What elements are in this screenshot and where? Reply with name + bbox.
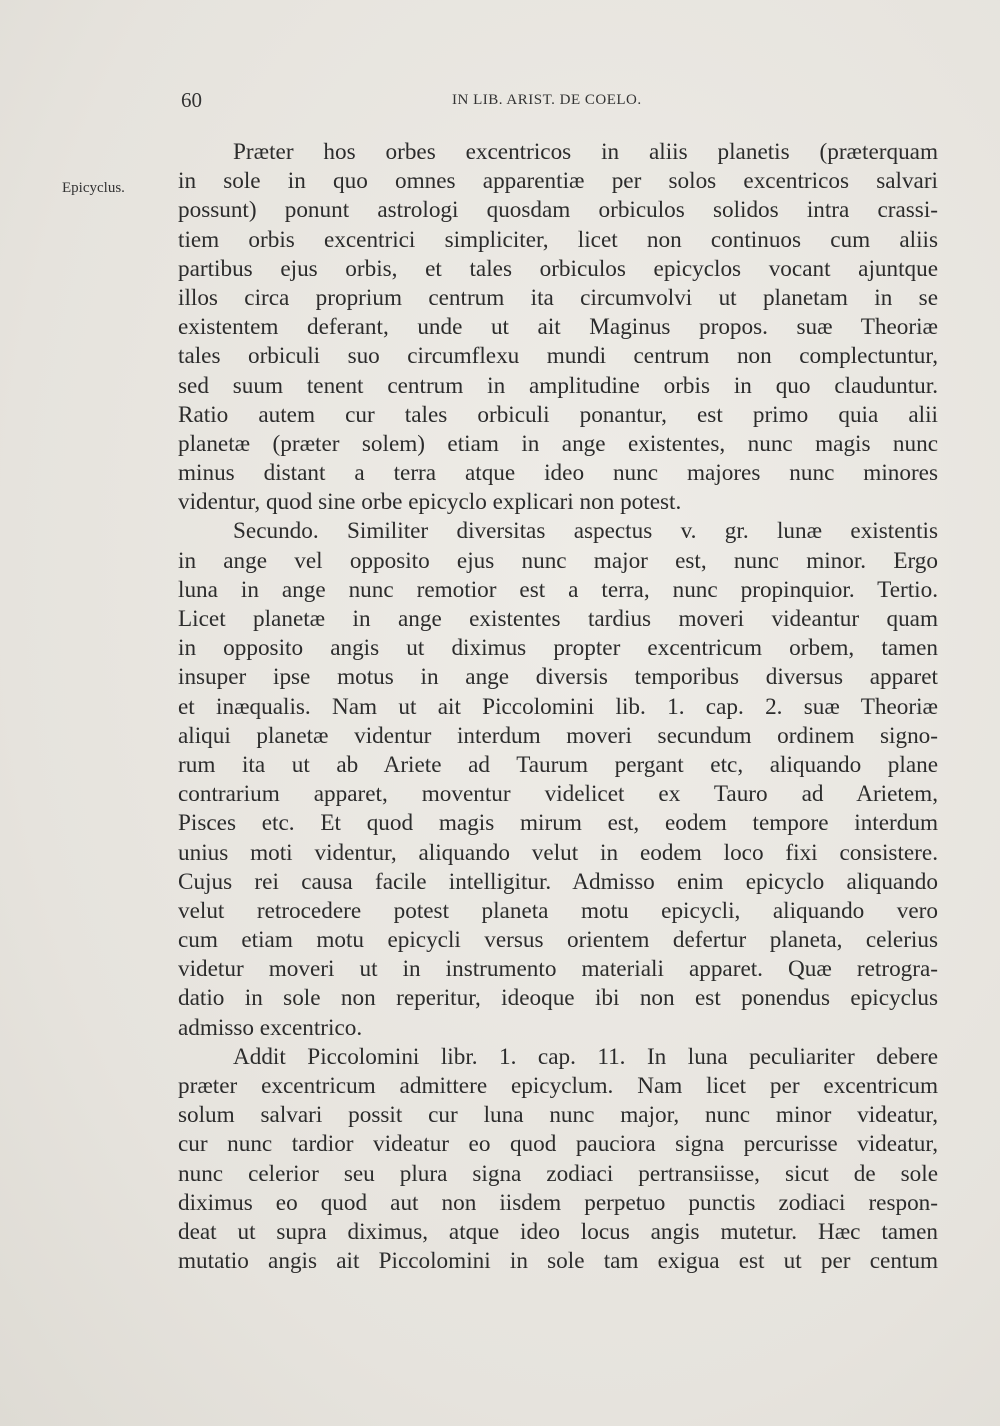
text-line: aliqui planetæ videntur interdum moveri secundum ordinem signo- bbox=[178, 722, 938, 749]
text-line: præter excentricum admittere epicyclum. Nam licet per excentricum bbox=[178, 1073, 938, 1099]
body-text bbox=[178, 138, 938, 1276]
text-line: admisso excentrico. bbox=[178, 1014, 363, 1041]
text-line: luna in ange nunc remotior est a terra, nunc propinquior. Tertio. bbox=[178, 576, 938, 603]
text-line: in ange vel opposito ejus nunc major est, nunc minor. Ergo bbox=[178, 547, 938, 574]
text-line: in sole in quo omnes apparentiæ per solos excentricos salvari bbox=[178, 168, 938, 195]
text-line: nunc celerior seu plura signa zodiaci pertransiisse, sicut de sole bbox=[178, 1160, 938, 1187]
text-line: insuper ipse motus in ange diversis temporibus diversus apparet bbox=[178, 664, 938, 691]
text-line: sed suum tenent centrum in amplitudine orbis in quo clauduntur. bbox=[178, 372, 938, 399]
text-line: Ratio autem cur tales orbiculi ponantur, est primo quia alii bbox=[178, 401, 938, 428]
text-line: datio in sole non reperitur, ideoque ibi non est ponendus epicyclus bbox=[178, 985, 938, 1012]
text-line: illos circa proprium centrum ita circumvolvi ut planetam in se bbox=[178, 284, 938, 311]
text-line: rum ita ut ab Ariete ad Taurum pergant etc, aliquando plane bbox=[178, 751, 938, 778]
text-line: deat ut supra diximus, atque ideo locus angis mutetur. Hæc tamen bbox=[178, 1218, 938, 1245]
text-line: tiem orbis excentrici simpliciter, licet non continuos cum aliis bbox=[178, 226, 938, 253]
text-line: cur nunc tardior videatur eo quod pauciora signa percurisse videatur, bbox=[178, 1131, 938, 1158]
text-line: Secundo. Similiter diversitas aspectus v. gr. lunæ existentis bbox=[233, 518, 938, 545]
text-line: mutatio angis ait Piccolomini in sole tam exigua est ut per centum bbox=[178, 1248, 938, 1275]
text-line: diximus eo quod aut non iisdem perpetuo punctis zodiaci respon- bbox=[178, 1189, 938, 1216]
text-line: velut retrocedere potest planeta motu epicycli, aliquando vero bbox=[178, 897, 938, 924]
running-head: IN LIB. ARIST. DE COELO. bbox=[452, 92, 642, 108]
text-line: Addit Piccolomini libr. 1. cap. 11. In luna peculiariter debere bbox=[233, 1043, 938, 1070]
text-line: videtur moveri ut in instrumento materiali apparet. Quæ retrogra- bbox=[178, 956, 938, 983]
text-line: in opposito angis ut diximus propter excentricum orbem, tamen bbox=[178, 635, 938, 662]
text-line: partibus ejus orbis, et tales orbiculos epicyclos vocant ajuntque bbox=[178, 255, 938, 282]
text-line: Pisces etc. Et quod magis mirum est, eodem tempore interdum bbox=[178, 810, 938, 837]
text-line: videntur, quod sine orbe epicyclo explicari non potest. bbox=[178, 489, 682, 516]
text-line: cum etiam motu epicycli versus orientem defertur planeta, celerius bbox=[178, 927, 938, 954]
text-line: existentem deferant, unde ut ait Maginus propos. suæ Theoriæ bbox=[178, 314, 938, 341]
text-line: Licet planetæ in ange existentes tardius moveri videantur quam bbox=[178, 606, 938, 632]
text-line: solum salvari possit cur luna nunc major, nunc minor videatur, bbox=[178, 1102, 938, 1129]
text-line: Cujus rei causa facile intelligitur. Admisso enim epicyclo aliquando bbox=[178, 868, 938, 895]
text-line: et inæqualis. Nam ut ait Piccolomini lib. 1. cap. 2. suæ Theoriæ bbox=[178, 693, 938, 720]
text-line: minus distant a terra atque ideo nunc majores nunc minores bbox=[178, 460, 938, 487]
margin-note: Epicyclus. bbox=[62, 180, 125, 196]
page-number: 60 bbox=[181, 88, 202, 112]
text-line: possunt) ponunt astrologi quosdam orbiculos solidos intra crassi- bbox=[178, 197, 938, 224]
text-line: Præter hos orbes excentricos in aliis planetis (præterquam bbox=[233, 139, 938, 165]
text-line: contrarium apparet, moventur videlicet ex Tauro ad Arietem, bbox=[178, 781, 938, 808]
text-line: tales orbiculi suo circumflexu mundi centrum non complectuntur, bbox=[178, 343, 938, 370]
text-line: planetæ (præter solem) etiam in ange existentes, nunc magis nunc bbox=[178, 430, 938, 457]
text-line: unius moti videntur, aliquando velut in eodem loco fixi consistere. bbox=[178, 839, 938, 866]
